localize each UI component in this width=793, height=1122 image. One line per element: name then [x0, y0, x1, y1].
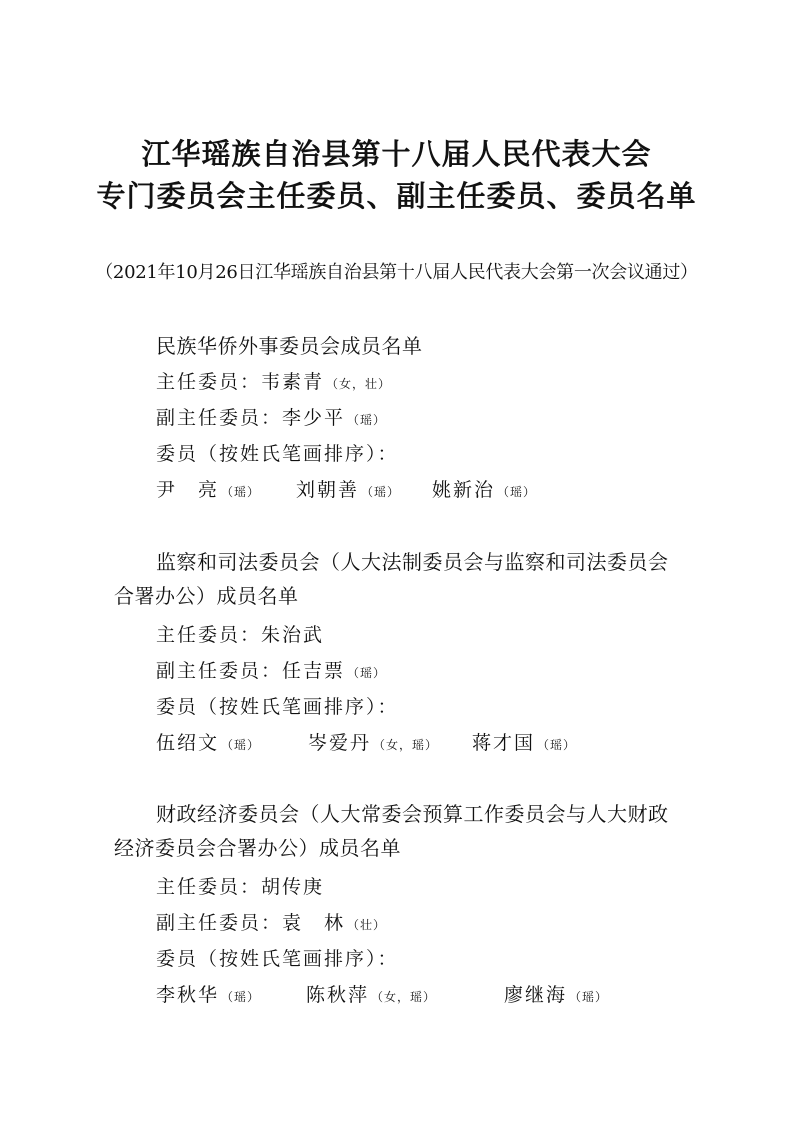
member-name: 廖继海 — [504, 984, 568, 1006]
chair-label: 主任委员： — [156, 371, 262, 393]
vice-chair-note: （壮） — [347, 918, 387, 932]
document-title-line1: 江华瑶族自治县第十八届人民代表大会 — [141, 137, 652, 171]
chair-line — [156, 872, 324, 902]
member-name: 蒋才国 — [472, 732, 536, 754]
member-name: 陈秋萍 — [306, 984, 370, 1006]
member-note: （瑶） — [569, 990, 609, 1004]
member-note: （女，瑶） — [373, 738, 439, 752]
vice-chair-name: 任吉票 — [282, 660, 346, 682]
member-entry — [504, 980, 608, 1012]
chair-name: 韦素青 — [261, 371, 325, 393]
member-entry — [308, 728, 438, 760]
member-note: （瑶） — [497, 485, 537, 499]
members-label: 委员（按姓氏笔画排序）： — [156, 948, 399, 970]
member-entry — [156, 475, 260, 507]
chair-label: 主任委员： — [156, 876, 262, 898]
member-note: （女，瑶） — [371, 990, 437, 1004]
member-entry — [432, 475, 536, 507]
member-note: （瑶） — [361, 485, 401, 499]
vice-chair-name: 袁 林 — [282, 912, 346, 934]
member-name: 尹 亮 — [156, 479, 220, 501]
member-note: （瑶） — [221, 990, 261, 1004]
chair-line — [156, 620, 324, 650]
member-note: （瑶） — [221, 485, 261, 499]
vice-chair-note: （瑶） — [347, 413, 387, 427]
section-heading-line: 经济委员会合署办公）成员名单 — [114, 836, 401, 860]
section-heading-line: 财政经济委员会（人大常委会预算工作委员会与人大财政 — [156, 802, 669, 826]
section-heading-line: 合署办公）成员名单 — [114, 584, 299, 608]
section-heading — [114, 545, 684, 613]
member-entry — [306, 980, 436, 1012]
member-entry — [156, 728, 260, 760]
chair-name: 胡传庚 — [261, 876, 325, 898]
member-name: 姚新治 — [432, 479, 496, 501]
members-label: 委员（按姓氏笔画排序）： — [156, 696, 399, 718]
member-name: 伍绍文 — [156, 732, 220, 754]
section-heading — [114, 797, 684, 865]
chair-label: 主任委员： — [156, 624, 262, 646]
member-name: 岑爱丹 — [308, 732, 372, 754]
vice-chair-label: 副主任委员： — [156, 912, 283, 934]
member-entry — [472, 728, 576, 760]
members-label: 委员（按姓氏笔画排序）： — [156, 443, 399, 465]
member-note: （瑶） — [221, 738, 261, 752]
vice-chair-line — [156, 403, 386, 435]
section-heading-line: 民族华侨外事委员会成员名单 — [156, 334, 423, 358]
document-title-line2: 专门委员会主任委员、副主任委员、委员名单 — [96, 179, 697, 213]
member-entry — [156, 980, 260, 1012]
chair-name: 朱治武 — [261, 624, 325, 646]
section-heading — [114, 329, 684, 363]
vice-chair-label: 副主任委员： — [156, 660, 283, 682]
vice-chair-label: 副主任委员： — [156, 407, 283, 429]
vice-chair-line — [156, 656, 386, 688]
member-entry — [296, 475, 400, 507]
vice-chair-line — [156, 908, 386, 940]
member-note: （瑶） — [537, 738, 577, 752]
section-heading-line: 监察和司法委员会（人大法制委员会与监察和司法委员会 — [156, 550, 669, 574]
member-name: 李秋华 — [156, 984, 220, 1006]
document-subtitle: （2021年10月26日江华瑶族自治县第十八届人民代表大会第一次会议通过） — [95, 262, 698, 283]
member-name: 刘朝善 — [296, 479, 360, 501]
vice-chair-name: 李少平 — [282, 407, 346, 429]
chair-line — [156, 367, 391, 399]
vice-chair-note: （瑶） — [347, 666, 387, 680]
chair-note: （女，壮） — [326, 377, 392, 391]
